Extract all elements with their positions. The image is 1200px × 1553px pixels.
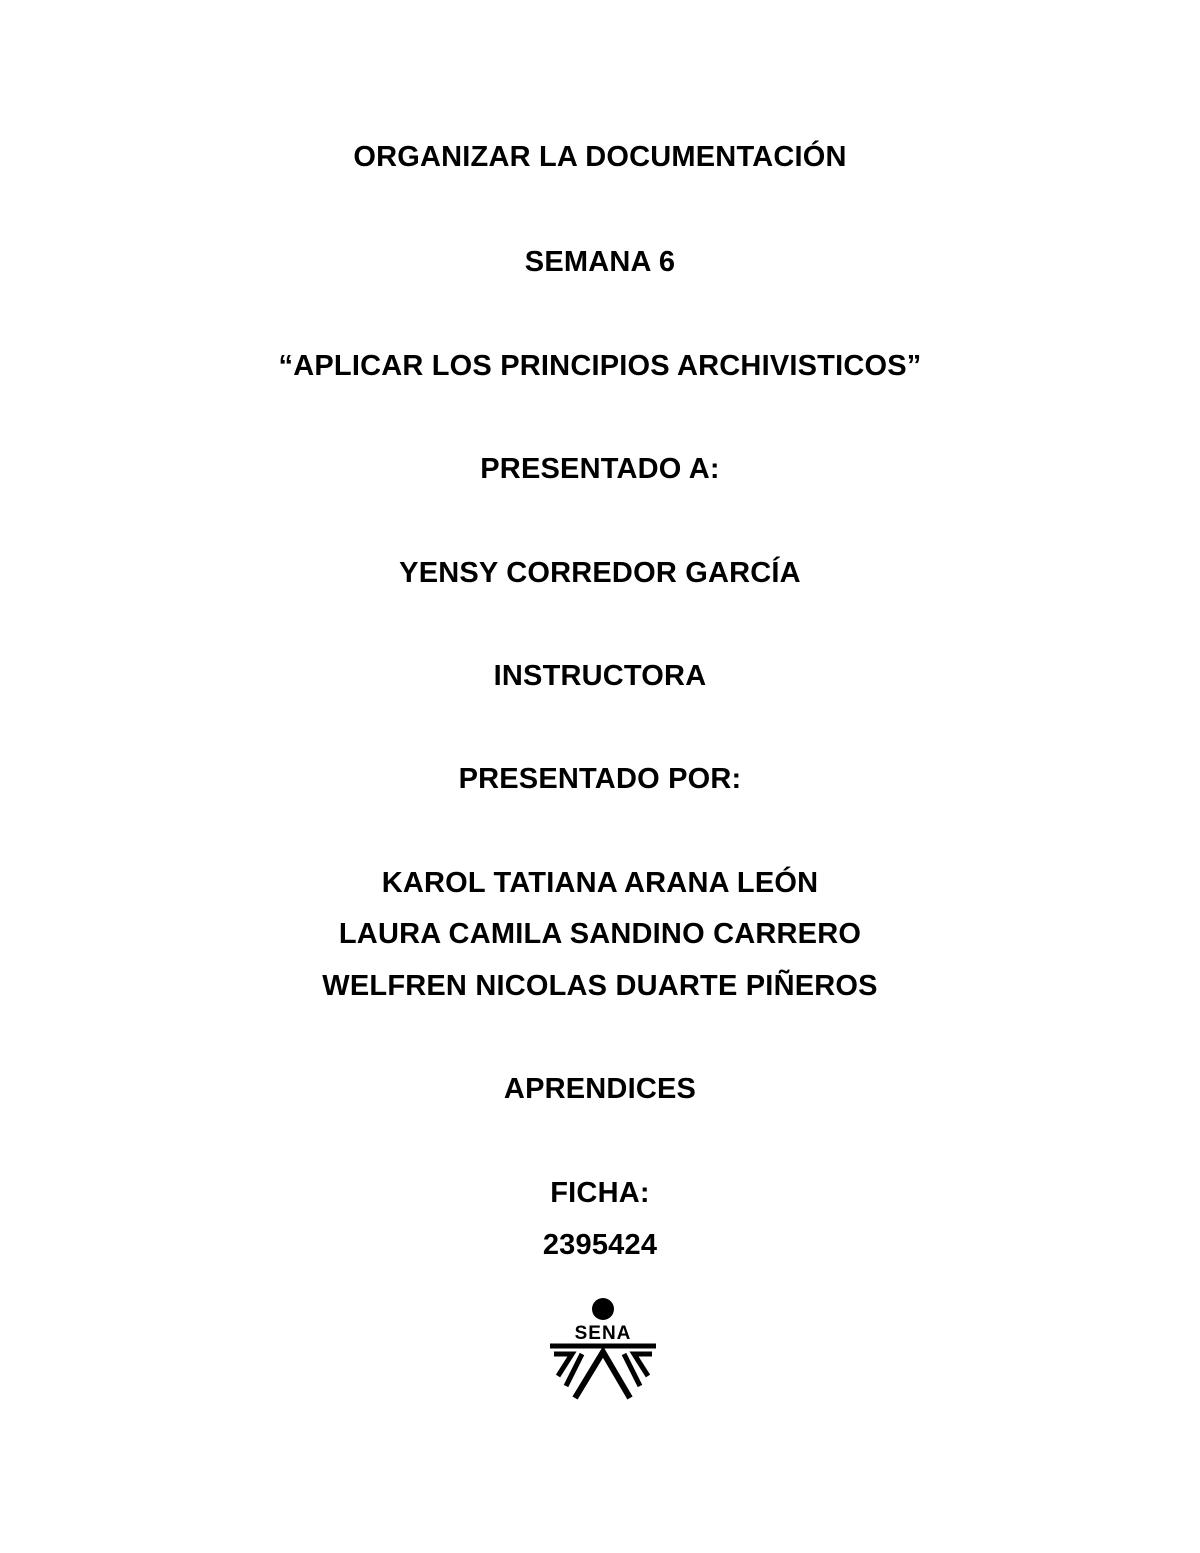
student-name: KAROL TATIANA ARANA LEÓN — [381, 867, 819, 899]
document-title: ORGANIZAR LA DOCUMENTACIÓN — [353, 141, 847, 173]
presented-by-label: PRESENTADO POR: — [458, 763, 742, 795]
week-label: SEMANA 6 — [524, 246, 676, 278]
sena-logo-text: SENA — [574, 1323, 632, 1344]
sena-logo-dot — [592, 1298, 614, 1320]
sena-logo — [546, 1294, 660, 1406]
activity-title: “APLICAR LOS PRINCIPIOS ARCHIVISTICOS” — [278, 350, 922, 382]
instructor-name: YENSY CORREDOR GARCÍA — [399, 557, 801, 589]
student-name: WELFREN NICOLAS DUARTE PIÑEROS — [322, 970, 878, 1002]
sena-logo-strokes — [554, 1352, 652, 1398]
instructor-role: INSTRUCTORA — [493, 660, 707, 692]
ficha-number: 2395424 — [542, 1229, 658, 1261]
ficha-label: FICHA: — [550, 1177, 650, 1209]
students-role: APRENDICES — [503, 1073, 697, 1105]
presented-to-label: PRESENTADO A: — [480, 453, 720, 485]
student-name: LAURA CAMILA SANDINO CARRERO — [338, 918, 862, 950]
